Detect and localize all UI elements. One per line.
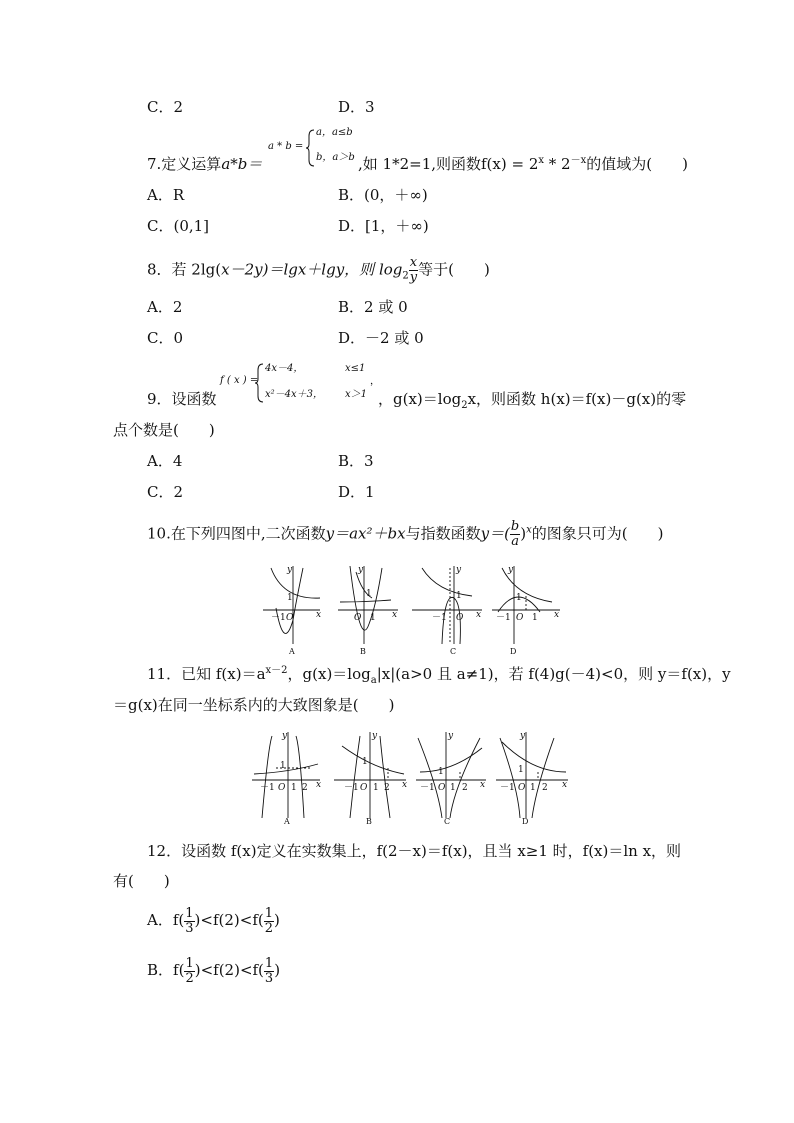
- q11-graph-d: [496, 731, 568, 826]
- svg-text:2: 2: [384, 783, 390, 793]
- svg-text:x: x: [562, 780, 568, 790]
- svg-text:－1: －1: [500, 783, 515, 793]
- q8-stem: 8．若 2lg(x－2y)＝lgx＋lgy，则 $\log_2$ $\frac{x}{y}$ 等于( ): [147, 255, 490, 285]
- q9-brace: [255, 362, 265, 404]
- svg-text:1: 1: [280, 761, 286, 771]
- q9-comma: ，: [370, 376, 380, 387]
- svg-text:1: 1: [438, 767, 444, 777]
- q9-stem-line2: 点个数是( ): [113, 421, 215, 439]
- svg-text:B: B: [360, 647, 366, 656]
- q8-option-a: A．2: [147, 298, 183, 316]
- q7-piece-1: a，a≤b: [316, 127, 353, 138]
- svg-text:1: 1: [287, 593, 293, 603]
- q9-option-b: B．3: [338, 452, 374, 470]
- q6-option-d: D．3: [338, 98, 375, 116]
- q9-option-d: D．1: [338, 483, 375, 501]
- svg-text:y: y: [358, 565, 364, 575]
- svg-text:1: 1: [530, 783, 536, 793]
- svg-text:1: 1: [516, 593, 522, 603]
- svg-text:D: D: [522, 817, 529, 826]
- q10-graph-a: [263, 565, 321, 656]
- svg-text:D: D: [510, 647, 517, 656]
- svg-text:O: O: [354, 613, 362, 623]
- svg-text:x: x: [316, 610, 322, 620]
- svg-text:x: x: [476, 610, 482, 620]
- q7-option-b: B．(0，＋∞): [338, 186, 428, 204]
- q7-stem: 7.定义运算a*b＝: [147, 155, 263, 173]
- svg-text:1: 1: [366, 589, 372, 599]
- svg-text:－1: －1: [432, 613, 447, 623]
- q7-stem-end: ,如 1*2=1,则函数$f(x) = 2^x * 2^{-x}$的值域为( ): [358, 155, 688, 173]
- q11-graph-a: [252, 731, 321, 826]
- q9-piecewise-lhs: f ( x ) =: [220, 375, 259, 386]
- q10-figures: [258, 562, 563, 658]
- q7-brace: [306, 128, 316, 168]
- svg-text:1: 1: [373, 783, 379, 793]
- q10-stem: 10.在下列四图中,二次函数y＝ax²＋bx与指数函数y＝( $\frac{b}{a}$ )$^x$的图象只可为( ): [147, 519, 664, 549]
- svg-text:O: O: [286, 613, 294, 623]
- svg-text:B: B: [366, 817, 372, 826]
- q11-figures: [250, 728, 570, 828]
- svg-text:O: O: [278, 783, 286, 793]
- svg-text:2: 2: [542, 783, 548, 793]
- svg-text:－1: －1: [260, 783, 275, 793]
- q9-option-a: A．4: [147, 452, 183, 470]
- svg-text:1: 1: [362, 757, 368, 767]
- q7-option-d: D．[1，＋∞): [338, 217, 429, 235]
- q11-graph-c: [416, 731, 486, 826]
- svg-text:2: 2: [302, 783, 308, 793]
- q9-option-c: C．2: [147, 483, 184, 501]
- svg-text:y: y: [282, 731, 288, 741]
- svg-text:x: x: [402, 780, 408, 790]
- svg-text:C: C: [450, 647, 457, 656]
- q10-graph-b: [338, 565, 398, 656]
- svg-text:1: 1: [450, 783, 456, 793]
- svg-text:A: A: [289, 647, 295, 656]
- q11-stem-line1: 11．已知 $f(x)=a^{x-2}$，$g(x)=\log_a|x|(a>0$ 且 a≠1)，若 f(4)g(－4)<0，则 y＝f(x)，y: [147, 665, 731, 686]
- svg-text:x: x: [480, 780, 486, 790]
- svg-text:2: 2: [462, 783, 468, 793]
- q10-graph-d: [492, 565, 560, 656]
- svg-text:－1: －1: [271, 613, 286, 623]
- svg-text:－1: －1: [496, 613, 511, 623]
- svg-text:y: y: [520, 731, 526, 741]
- q7-option-c: C．(0,1]: [147, 217, 210, 235]
- q6-option-c: C．2: [147, 98, 184, 116]
- svg-text:O: O: [518, 783, 526, 793]
- q7-option-a: A．R: [147, 186, 185, 204]
- svg-text:C: C: [444, 817, 451, 826]
- q12-stem-line2: 有( ): [113, 872, 170, 890]
- svg-text:x: x: [554, 610, 560, 620]
- svg-text:x: x: [392, 610, 398, 620]
- q10-graph-c: [412, 565, 482, 656]
- svg-text:－1: －1: [344, 783, 359, 793]
- q12-option-b: B．f( $\frac{1}{2}$ )<f(2)<f( $\frac{1}{3}$ ): [147, 955, 281, 986]
- svg-text:x: x: [316, 780, 322, 790]
- q9-row2-expr: x²－4x＋3，: [265, 389, 324, 400]
- svg-text:A: A: [284, 817, 290, 826]
- svg-text:－1: －1: [420, 783, 435, 793]
- svg-text:1: 1: [532, 613, 538, 623]
- q12-option-a: A．f( $\frac{1}{3}$ )<f(2)<f( $\frac{1}{2}$ ): [147, 905, 280, 936]
- q9-stem-end: ，$g(x)=\log_2x$，则函数 h(x)＝f(x)－g(x)的零: [378, 390, 687, 411]
- svg-text:1: 1: [370, 613, 376, 623]
- svg-text:y: y: [287, 565, 293, 575]
- svg-text:O: O: [438, 783, 446, 793]
- svg-text:O: O: [360, 783, 368, 793]
- svg-text:y: y: [508, 565, 514, 575]
- q11-stem-line2: ＝g(x)在同一坐标系内的大致图象是( ): [113, 696, 395, 714]
- q11-graph-b: [334, 731, 407, 826]
- q9-row1-expr: 4x－4，: [265, 363, 304, 374]
- svg-text:1: 1: [291, 783, 297, 793]
- q9-stem-prefix: 9．设函数: [147, 390, 217, 408]
- svg-text:1: 1: [456, 591, 462, 601]
- svg-text:y: y: [456, 565, 462, 575]
- svg-text:O: O: [516, 613, 524, 623]
- q7-piecewise-lhs: a * b =: [268, 141, 304, 152]
- q8-option-c: C．0: [147, 329, 184, 347]
- q9-row2-cond: x＞1: [345, 389, 368, 400]
- svg-text:1: 1: [518, 765, 524, 775]
- q7-piece-2: b，a＞b: [316, 152, 355, 163]
- svg-text:y: y: [372, 731, 378, 741]
- q12-stem-line1: 12．设函数 f(x)定义在实数集上，f(2－x)＝f(x)，且当 x≥1 时，f(x)＝ln x，则: [147, 842, 682, 860]
- svg-text:y: y: [448, 731, 454, 741]
- svg-text:O: O: [456, 613, 464, 623]
- q8-option-b: B．2 或 0: [338, 298, 408, 316]
- q8-option-d: D．－2 或 0: [338, 329, 424, 347]
- q9-row1-cond: x≤1: [345, 363, 366, 374]
